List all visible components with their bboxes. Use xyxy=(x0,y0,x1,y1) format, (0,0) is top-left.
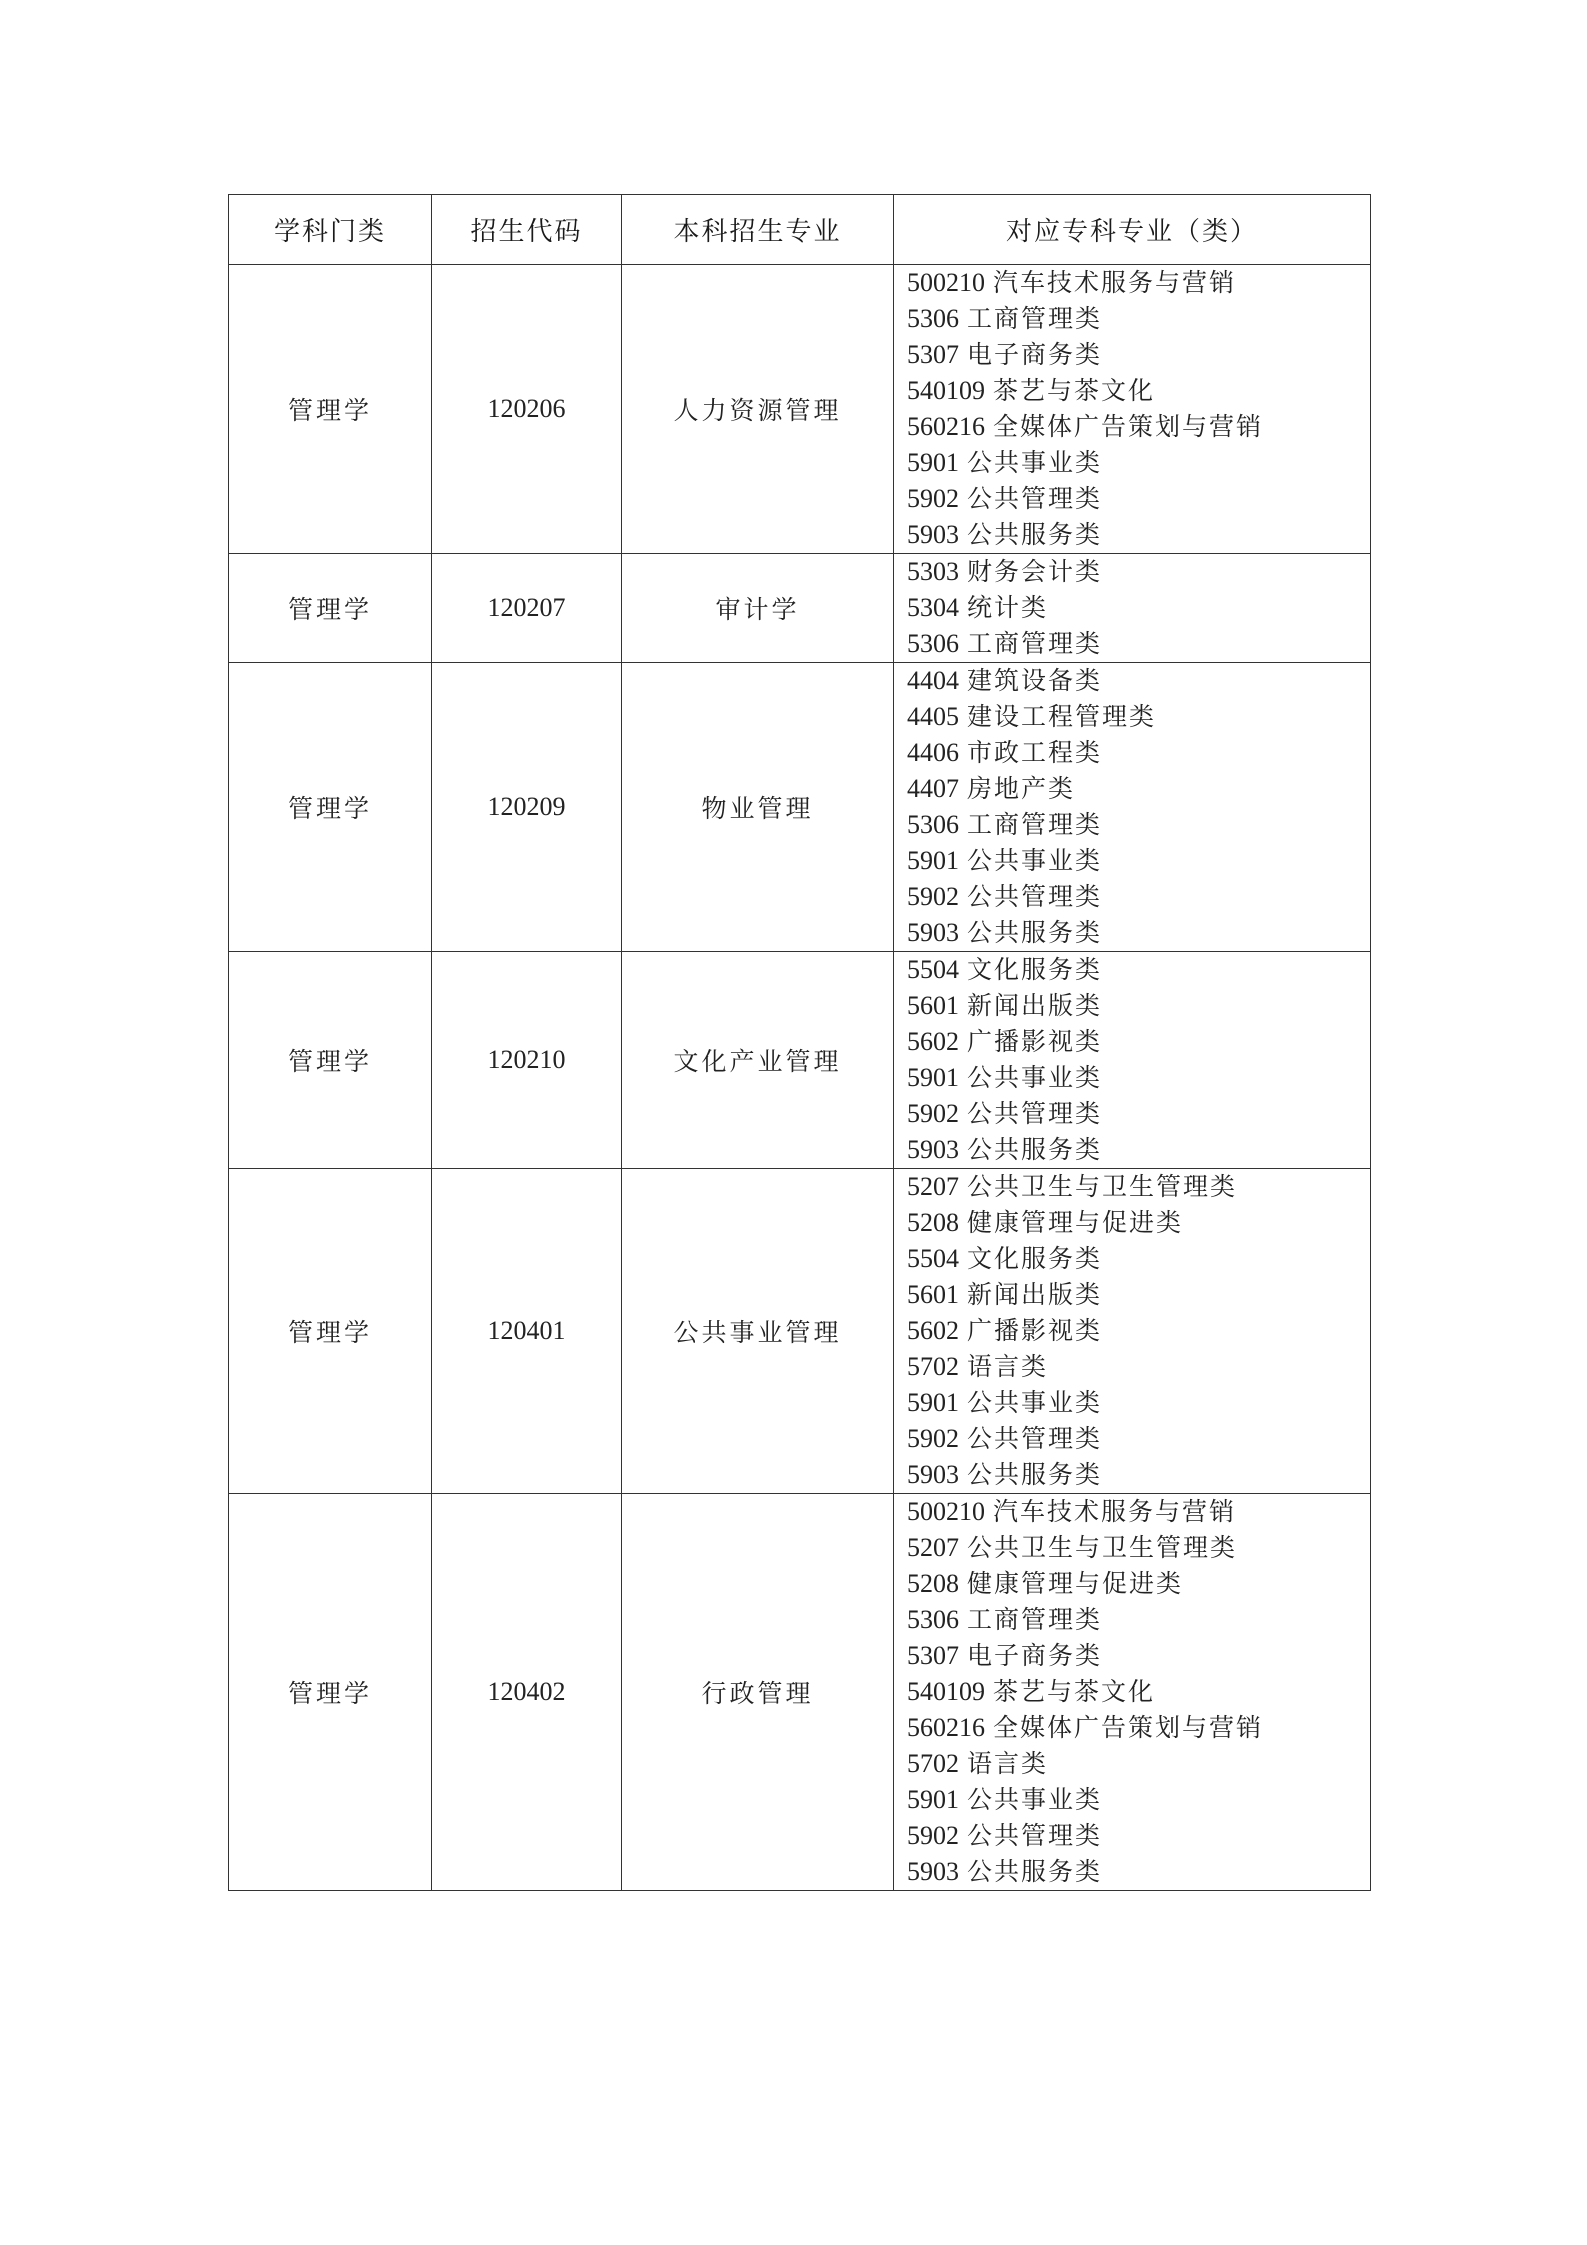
related-major-item xyxy=(907,1674,1370,1710)
table-body xyxy=(229,265,1371,1891)
undergraduate-major-cell: 行政管理 xyxy=(622,1494,894,1891)
related-major-item xyxy=(907,554,1370,590)
related-major-name: 工商管理类 xyxy=(967,1605,1103,1634)
undergraduate-major-cell: 物业管理 xyxy=(622,663,894,952)
related-major-code: 5902 xyxy=(907,1424,959,1453)
related-major-name: 公共管理类 xyxy=(967,1424,1103,1453)
related-major-name: 工商管理类 xyxy=(967,810,1103,839)
related-major-name: 茶艺与茶文化 xyxy=(993,376,1156,405)
related-major-name: 工商管理类 xyxy=(967,629,1103,658)
header-code: 招生代码 xyxy=(432,195,622,265)
related-major-code: 5903 xyxy=(907,918,959,947)
related-major-name: 公共服务类 xyxy=(967,520,1103,549)
related-major-name: 健康管理与促进类 xyxy=(967,1569,1184,1598)
related-majors-cell xyxy=(894,554,1371,663)
related-major-code: 5901 xyxy=(907,1063,959,1092)
enrollment-code-cell: 120210 xyxy=(432,952,622,1169)
header-row xyxy=(229,195,1371,265)
related-major-name: 公共卫生与卫生管理类 xyxy=(967,1172,1238,1201)
related-major-code: 5307 xyxy=(907,340,959,369)
related-major-item xyxy=(907,626,1370,662)
related-major-item xyxy=(907,590,1370,626)
category-cell: 管理学 xyxy=(229,1494,432,1891)
related-major-item xyxy=(907,663,1370,699)
related-major-name: 文化服务类 xyxy=(967,1244,1103,1273)
table-row xyxy=(229,952,1371,1169)
undergraduate-major-cell: 公共事业管理 xyxy=(622,1169,894,1494)
related-major-code: 5504 xyxy=(907,955,959,984)
related-major-code: 5306 xyxy=(907,304,959,333)
related-major-code: 5307 xyxy=(907,1641,959,1670)
related-major-code: 560216 xyxy=(907,1713,985,1742)
related-major-name: 公共事业类 xyxy=(967,448,1103,477)
category-cell: 管理学 xyxy=(229,663,432,952)
related-major-item xyxy=(907,1313,1370,1349)
related-major-name: 公共管理类 xyxy=(967,1821,1103,1850)
related-major-name: 公共服务类 xyxy=(967,1460,1103,1489)
related-major-item xyxy=(907,409,1370,445)
related-major-item xyxy=(907,1746,1370,1782)
related-major-name: 新闻出版类 xyxy=(967,991,1103,1020)
major-correspondence-table xyxy=(228,194,1371,1891)
related-major-code: 5902 xyxy=(907,882,959,911)
related-major-name: 建设工程管理类 xyxy=(967,702,1157,731)
related-major-item xyxy=(907,952,1370,988)
enrollment-code-cell: 120206 xyxy=(432,265,622,554)
related-major-code: 5602 xyxy=(907,1316,959,1345)
related-major-code: 5207 xyxy=(907,1533,959,1562)
related-major-name: 汽车技术服务与营销 xyxy=(993,1497,1237,1526)
related-major-code: 540109 xyxy=(907,1677,985,1706)
related-major-item xyxy=(907,771,1370,807)
related-major-item xyxy=(907,879,1370,915)
related-major-item xyxy=(907,1024,1370,1060)
category-cell: 管理学 xyxy=(229,1169,432,1494)
related-major-code: 5306 xyxy=(907,629,959,658)
related-major-name: 全媒体广告策划与营销 xyxy=(993,1713,1264,1742)
table-header xyxy=(229,195,1371,265)
related-major-item xyxy=(907,265,1370,301)
related-major-name: 统计类 xyxy=(967,593,1049,622)
related-major-code: 5602 xyxy=(907,1027,959,1056)
related-major-code: 5903 xyxy=(907,1460,959,1489)
related-major-item xyxy=(907,1096,1370,1132)
related-major-item xyxy=(907,1421,1370,1457)
category-cell: 管理学 xyxy=(229,265,432,554)
related-major-item xyxy=(907,1566,1370,1602)
related-major-code: 4406 xyxy=(907,738,959,767)
related-major-item xyxy=(907,915,1370,951)
related-major-name: 工商管理类 xyxy=(967,304,1103,333)
related-major-code: 5702 xyxy=(907,1352,959,1381)
related-major-item xyxy=(907,1241,1370,1277)
undergraduate-major-cell: 审计学 xyxy=(622,554,894,663)
header-related-majors: 对应专科专业（类） xyxy=(894,195,1371,265)
related-major-item xyxy=(907,481,1370,517)
related-major-name: 广播影视类 xyxy=(967,1027,1103,1056)
related-major-item xyxy=(907,1205,1370,1241)
related-major-code: 5903 xyxy=(907,1857,959,1886)
related-major-code: 5901 xyxy=(907,846,959,875)
related-major-code: 5208 xyxy=(907,1569,959,1598)
related-major-code: 560216 xyxy=(907,412,985,441)
related-major-name: 健康管理与促进类 xyxy=(967,1208,1184,1237)
related-major-item xyxy=(907,1494,1370,1530)
related-major-code: 5901 xyxy=(907,1388,959,1417)
related-major-name: 公共事业类 xyxy=(967,1785,1103,1814)
table-row xyxy=(229,554,1371,663)
table-row xyxy=(229,1494,1371,1891)
related-major-name: 房地产类 xyxy=(967,774,1076,803)
related-major-code: 5902 xyxy=(907,1099,959,1128)
related-major-item xyxy=(907,1782,1370,1818)
related-major-code: 5208 xyxy=(907,1208,959,1237)
related-major-name: 全媒体广告策划与营销 xyxy=(993,412,1264,441)
related-major-item xyxy=(907,1457,1370,1493)
related-major-name: 文化服务类 xyxy=(967,955,1103,984)
related-major-item xyxy=(907,301,1370,337)
related-major-code: 5207 xyxy=(907,1172,959,1201)
related-major-item xyxy=(907,1385,1370,1421)
category-cell: 管理学 xyxy=(229,952,432,1169)
related-major-name: 公共服务类 xyxy=(967,1135,1103,1164)
enrollment-code-cell: 120209 xyxy=(432,663,622,952)
related-major-item xyxy=(907,1602,1370,1638)
related-major-name: 公共事业类 xyxy=(967,1388,1103,1417)
related-major-item xyxy=(907,1818,1370,1854)
related-majors-cell xyxy=(894,1494,1371,1891)
related-major-code: 5504 xyxy=(907,1244,959,1273)
related-major-name: 市政工程类 xyxy=(967,738,1103,767)
related-major-item xyxy=(907,843,1370,879)
related-majors-cell xyxy=(894,1169,1371,1494)
related-major-item xyxy=(907,988,1370,1024)
related-major-name: 公共管理类 xyxy=(967,1099,1103,1128)
header-major: 本科招生专业 xyxy=(622,195,894,265)
related-major-code: 5902 xyxy=(907,1821,959,1850)
related-major-name: 财务会计类 xyxy=(967,557,1103,586)
related-major-item xyxy=(907,1060,1370,1096)
related-major-code: 5901 xyxy=(907,448,959,477)
related-major-item xyxy=(907,1638,1370,1674)
enrollment-code-cell: 120402 xyxy=(432,1494,622,1891)
related-major-item xyxy=(907,1132,1370,1168)
related-major-code: 5902 xyxy=(907,484,959,513)
related-major-code: 500210 xyxy=(907,1497,985,1526)
related-major-code: 4405 xyxy=(907,702,959,731)
related-major-code: 4404 xyxy=(907,666,959,695)
related-major-item xyxy=(907,1277,1370,1313)
category-cell: 管理学 xyxy=(229,554,432,663)
related-majors-cell xyxy=(894,952,1371,1169)
table-row xyxy=(229,1169,1371,1494)
related-major-code: 5303 xyxy=(907,557,959,586)
related-major-code: 5601 xyxy=(907,991,959,1020)
related-major-item xyxy=(907,735,1370,771)
header-category: 学科门类 xyxy=(229,195,432,265)
related-major-name: 新闻出版类 xyxy=(967,1280,1103,1309)
related-major-name: 电子商务类 xyxy=(967,1641,1103,1670)
related-major-name: 公共卫生与卫生管理类 xyxy=(967,1533,1238,1562)
related-major-item xyxy=(907,337,1370,373)
related-major-item xyxy=(907,1854,1370,1890)
related-major-name: 公共管理类 xyxy=(967,484,1103,513)
related-major-name: 语言类 xyxy=(967,1749,1049,1778)
enrollment-code-cell: 120401 xyxy=(432,1169,622,1494)
undergraduate-major-cell: 文化产业管理 xyxy=(622,952,894,1169)
related-major-item xyxy=(907,807,1370,843)
related-major-code: 5702 xyxy=(907,1749,959,1778)
related-major-name: 公共事业类 xyxy=(967,1063,1103,1092)
related-major-name: 公共服务类 xyxy=(967,918,1103,947)
related-major-name: 茶艺与茶文化 xyxy=(993,1677,1156,1706)
related-major-name: 公共管理类 xyxy=(967,882,1103,911)
related-major-name: 广播影视类 xyxy=(967,1316,1103,1345)
related-majors-cell xyxy=(894,663,1371,952)
related-major-code: 5901 xyxy=(907,1785,959,1814)
related-major-item xyxy=(907,1169,1370,1205)
related-major-code: 500210 xyxy=(907,268,985,297)
table-row xyxy=(229,663,1371,952)
related-major-code: 5306 xyxy=(907,810,959,839)
related-major-code: 5903 xyxy=(907,520,959,549)
related-major-code: 4407 xyxy=(907,774,959,803)
related-major-name: 建筑设备类 xyxy=(967,666,1103,695)
related-major-item xyxy=(907,699,1370,735)
related-major-item xyxy=(907,445,1370,481)
related-major-name: 语言类 xyxy=(967,1352,1049,1381)
related-major-code: 5601 xyxy=(907,1280,959,1309)
related-major-code: 540109 xyxy=(907,376,985,405)
related-major-item xyxy=(907,517,1370,553)
related-major-code: 5306 xyxy=(907,1605,959,1634)
related-major-name: 电子商务类 xyxy=(967,340,1103,369)
enrollment-code-cell: 120207 xyxy=(432,554,622,663)
related-major-name: 公共事业类 xyxy=(967,846,1103,875)
related-major-item xyxy=(907,1710,1370,1746)
related-major-name: 公共服务类 xyxy=(967,1857,1103,1886)
undergraduate-major-cell: 人力资源管理 xyxy=(622,265,894,554)
related-major-code: 5304 xyxy=(907,593,959,622)
related-major-name: 汽车技术服务与营销 xyxy=(993,268,1237,297)
related-major-item xyxy=(907,1349,1370,1385)
related-majors-cell xyxy=(894,265,1371,554)
related-major-code: 5903 xyxy=(907,1135,959,1164)
table-row xyxy=(229,265,1371,554)
related-major-item xyxy=(907,1530,1370,1566)
related-major-item xyxy=(907,373,1370,409)
